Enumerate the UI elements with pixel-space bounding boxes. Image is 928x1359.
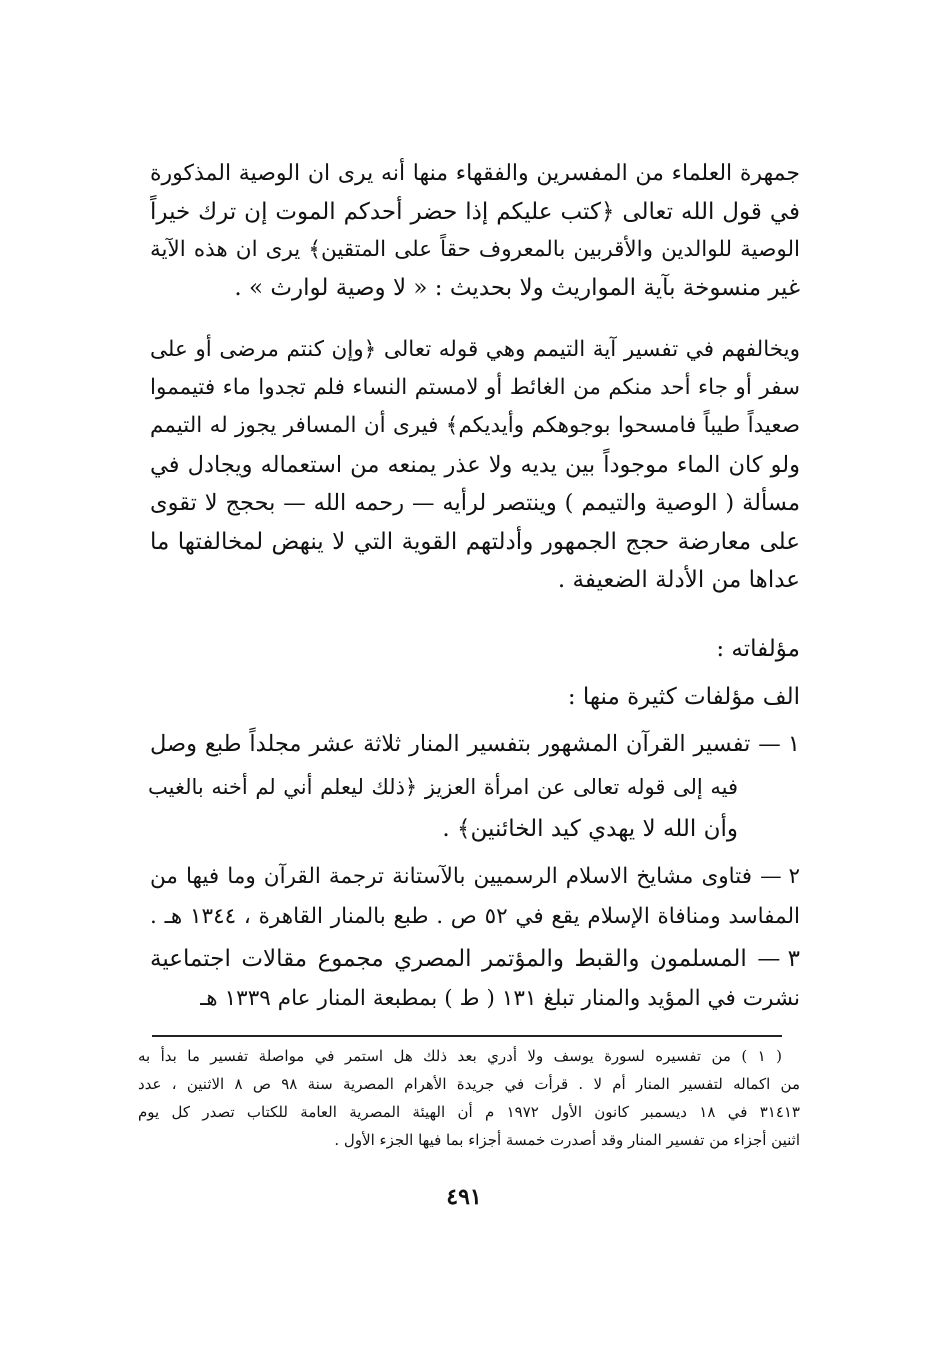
paragraph-2-line-5: مسألة ( الوصية والتيمم ) وينتصر لرأيه — رحمه الله — بحجج لا تقوى xyxy=(150,490,800,516)
work-1-line-3: وأن الله لا يهدي كيد الخائنين﴾ . xyxy=(442,816,738,842)
footnote-line-3: ٣١٤١٣ في ١٨ ديسمبر كانون الأول ١٩٧٢ م أن الهيئة المصرية العامة للكتاب تصدر كل يوم xyxy=(138,1103,800,1121)
footnote-line-1: ( ١ ) من تفسيره لسورة يوسف ولا أدري بعد ذلك هل استمر في مواصلة تفسير ما بدأ به xyxy=(138,1047,782,1065)
footnote-separator xyxy=(152,1035,782,1037)
paragraph-2-line-4: ولو كان الماء موجوداً بين يديه ولا عذر يمنعه من استعماله ويجادل في xyxy=(150,452,800,478)
work-2-number: ٢ — xyxy=(760,864,800,889)
work-3-line-2: نشرت في المؤيد والمنار تبلغ ١٣١ ( ط ) بمطبعة المنار عام ١٣٣٩ هـ xyxy=(200,986,800,1011)
paragraph-1-line-4: غير منسوخة بآية المواريث ولا بحديث : « لا وصية لوارث » . xyxy=(234,275,800,301)
works-heading: مؤلفاته : xyxy=(716,636,800,662)
work-1-text-1: تفسير القرآن المشهور بتفسير المنار ثلاثة عشر مجلداً طبع وصل xyxy=(150,731,751,757)
works-intro: الف مؤلفات كثيرة منها : xyxy=(567,684,800,710)
work-1-number: ١ — xyxy=(758,731,800,757)
paragraph-2-line-2: سفر أو جاء أحد منكم من الغائط أو لامستم النساء فلم تجدوا ماء فتيمموا xyxy=(150,375,800,400)
work-1-line-2: فيه إلى قوله تعالى عن امرأة العزيز ﴿ذلك ليعلم أني لم أخنه بالغيب xyxy=(148,775,738,799)
work-3-text-1: المسلمون والقبط والمؤتمر المصري مجموع مقالات اجتماعية xyxy=(150,946,747,972)
paragraph-1-line-1: جمهرة العلماء من المفسرين والفقهاء منها أنه يرى ان الوصية المذكورة xyxy=(150,161,800,186)
paragraph-2-line-6: على معارضة حجج الجمهور وأدلتهم القوية التي لا ينهض لمخالفتها ما xyxy=(150,529,800,555)
paragraph-1-line-3: الوصية للوالدين والأقربين بالمعروف حقاً على المتقين﴾ يرى ان هذه الآية xyxy=(150,237,800,262)
page-number: ٤٩١ xyxy=(446,1184,482,1210)
paragraph-1-line-2: في قول الله تعالى ﴿كتب عليكم إذا حضر أحدكم الموت إن ترك خيراً xyxy=(150,199,800,225)
paragraph-2-line-7: عداها من الأدلة الضعيفة . xyxy=(557,567,800,593)
work-3-number: ٣ — xyxy=(757,946,800,972)
work-2-line-1 xyxy=(150,858,800,896)
work-3-line-1 xyxy=(150,940,800,978)
work-2-line-2: المفاسد ومنافاة الإسلام يقع في ٥٢ ص . طبع بالمنار القاهرة ، ١٣٤٤ هـ . xyxy=(150,904,800,929)
paragraph-2-line-3: صعيداً طيباً فامسحوا بوجوهكم وأيديكم﴾ فيرى أن المسافر يجوز له التيمم xyxy=(150,413,800,438)
work-1-line-1 xyxy=(150,725,800,763)
footnote-line-4: اثنين أجزاء من تفسير المنار وقد أصدرت خمسة أجزاء بما فيها الجزء الأول . xyxy=(334,1131,800,1149)
paragraph-2-line-1: ويخالفهم في تفسير آية التيمم وهي قوله تعالى ﴿وإن كنتم مرضى أو على xyxy=(150,337,800,362)
work-2-text-1: فتاوى مشايخ الاسلام الرسميين بالآستانة ترجمة القرآن وما فيها من xyxy=(150,864,752,889)
footnote-line-2: من اكماله لتفسير المنار أم لا . قرأت في جريدة الأهرام المصرية سنة ٩٨ ص ٨ الاثنين ، عدد xyxy=(138,1075,800,1093)
